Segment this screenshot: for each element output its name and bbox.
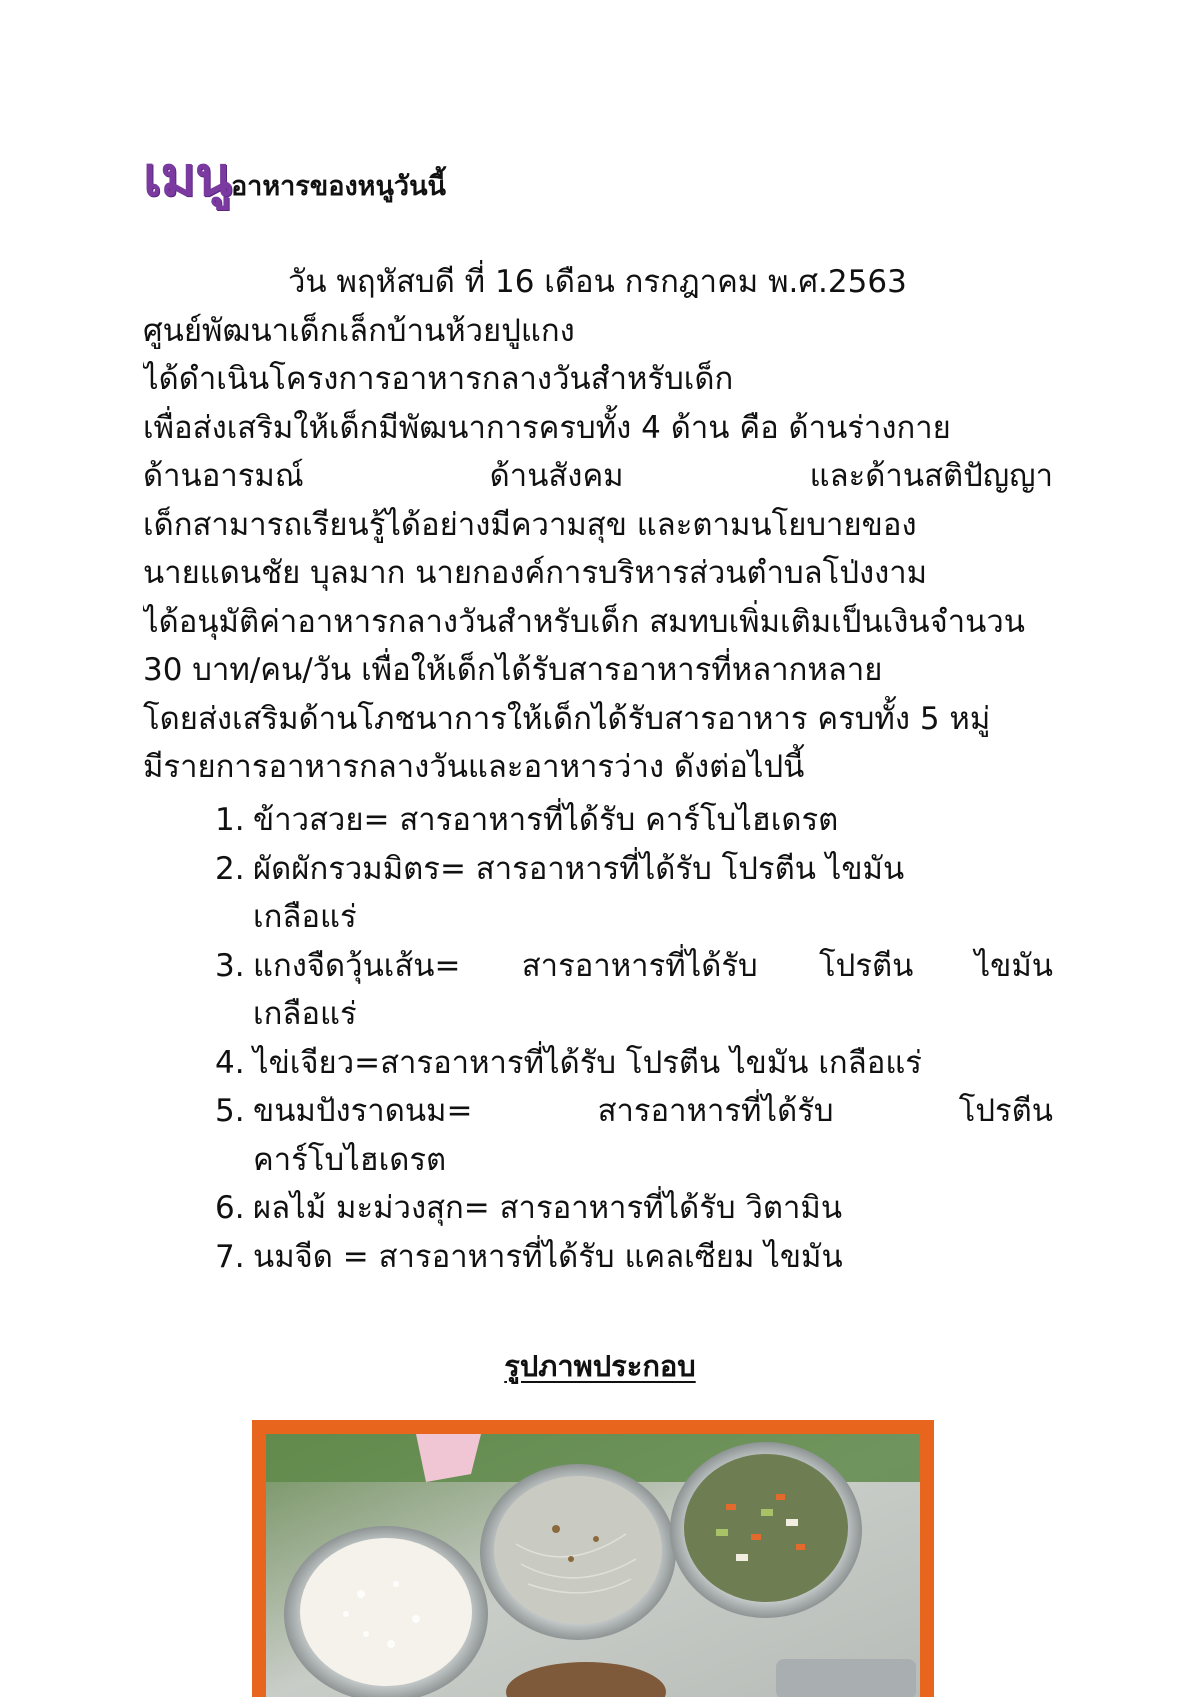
menu-item-number: 5. [215, 1093, 245, 1129]
page-title [143, 145, 446, 208]
menu-item-text: ขนมปังราดนม= สารอาหารที่ได้รับ โปรตีน [253, 1093, 1053, 1129]
menu-item [215, 796, 1053, 845]
mixed-vegetables-icon [684, 1454, 848, 1602]
paragraph-line: ด้านอารมณ์ ด้านสังคม และด้านสติปัญญา [143, 458, 1053, 494]
menu-item [215, 942, 1053, 1039]
menu-item-text: ข้าวสวย= สารอาหารที่ได้รับ คาร์โบไฮเดรต [253, 802, 839, 838]
menu-item-text: ผลไม้ มะม่วงสุก= สารอาหารที่ได้รับ วิตามิน [253, 1190, 843, 1226]
food-photo-illustration [266, 1434, 920, 1697]
photo-caption: รูปภาพประกอบ [504, 1349, 696, 1383]
menu-item-text: ผัดผักรวมมิตร= สารอาหารที่ได้รับ โปรตีน ไขมัน [253, 850, 905, 887]
menu-item-text-cont: คาร์โบไฮเดรต [253, 1141, 447, 1178]
paragraph-line: มีรายการอาหารกลางวันและอาหารว่าง ดังต่อไปนี้ [143, 749, 805, 785]
menu-item-text: ไข่เจียว=สารอาหารที่ได้รับ โปรตีน ไขมัน เกลือแร่ [253, 1044, 922, 1081]
menu-item-number: 3. [215, 947, 245, 984]
food-photo [252, 1420, 934, 1697]
menu-list [215, 796, 1053, 1281]
title-menu-word: เมนู [143, 145, 231, 208]
title-subtext: อาหารของหนูวันนี้ [230, 171, 446, 202]
paragraph-line: ศูนย์พัฒนาเด็กเล็กบ้านห้วยปูแกง [143, 312, 575, 349]
menu-item-number: 1. [215, 802, 245, 838]
paragraph-line: เด็กสามารถเรียนรู้ได้อย่างมีความสุข และตามนโยบายของ [143, 506, 917, 543]
menu-item [215, 1233, 1053, 1282]
menu-item [215, 845, 1053, 942]
menu-item-number: 7. [215, 1238, 245, 1275]
menu-item-text-cont: เกลือแร่ [253, 996, 357, 1032]
paragraph-line: ได้อนุมัติค่าอาหารกลางวันสำหรับเด็ก สมทบเพิ่มเติมเป็นเงินจำนวน [143, 603, 1025, 640]
paragraph-line: ได้ดำเนินโครงการอาหารกลางวันสำหรับเด็ก [143, 361, 734, 397]
menu-item-number: 6. [215, 1190, 245, 1226]
tray-dish [776, 1659, 916, 1697]
intro-paragraph [143, 258, 1053, 792]
paragraph-line: วัน พฤหัสบดี ที่ 16 เดือน กรกฎาคม พ.ศ.2563 [288, 264, 907, 300]
menu-item-text: นมจีด = สารอาหารที่ได้รับ แคลเซียม ไขมัน [253, 1238, 843, 1275]
menu-item [215, 1087, 1053, 1184]
menu-item-text: แกงจืดวุ้นเส้น= สารอาหารที่ได้รับ โปรตีน ไขมัน [253, 947, 1053, 984]
menu-item-number: 2. [215, 850, 245, 887]
paragraph-line: โดยส่งเสริมด้านโภชนาการให้เด็กได้รับสารอาหาร ครบทั้ง 5 หมู่ [143, 700, 991, 737]
menu-item [215, 1039, 1053, 1088]
paragraph-line: นายแดนชัย บุลมาก นายกองค์การบริหารส่วนตำบลโป่งงาม [143, 555, 928, 591]
rice-icon [300, 1538, 472, 1686]
paragraph-line: 30 บาท/คน/วัน เพื่อให้เด็กได้รับสารอาหารที่หลากหลาย [143, 652, 883, 688]
glass-noodle-soup-icon [494, 1476, 662, 1624]
menu-item [215, 1184, 1053, 1233]
paragraph-line: เพื่อส่งเสริมให้เด็กมีพัฒนาการครบทั้ง 4 ด้าน คือ ด้านร่างกาย [143, 409, 951, 446]
menu-item-number: 4. [215, 1044, 245, 1081]
menu-item-text-cont: เกลือแร่ [253, 899, 357, 935]
